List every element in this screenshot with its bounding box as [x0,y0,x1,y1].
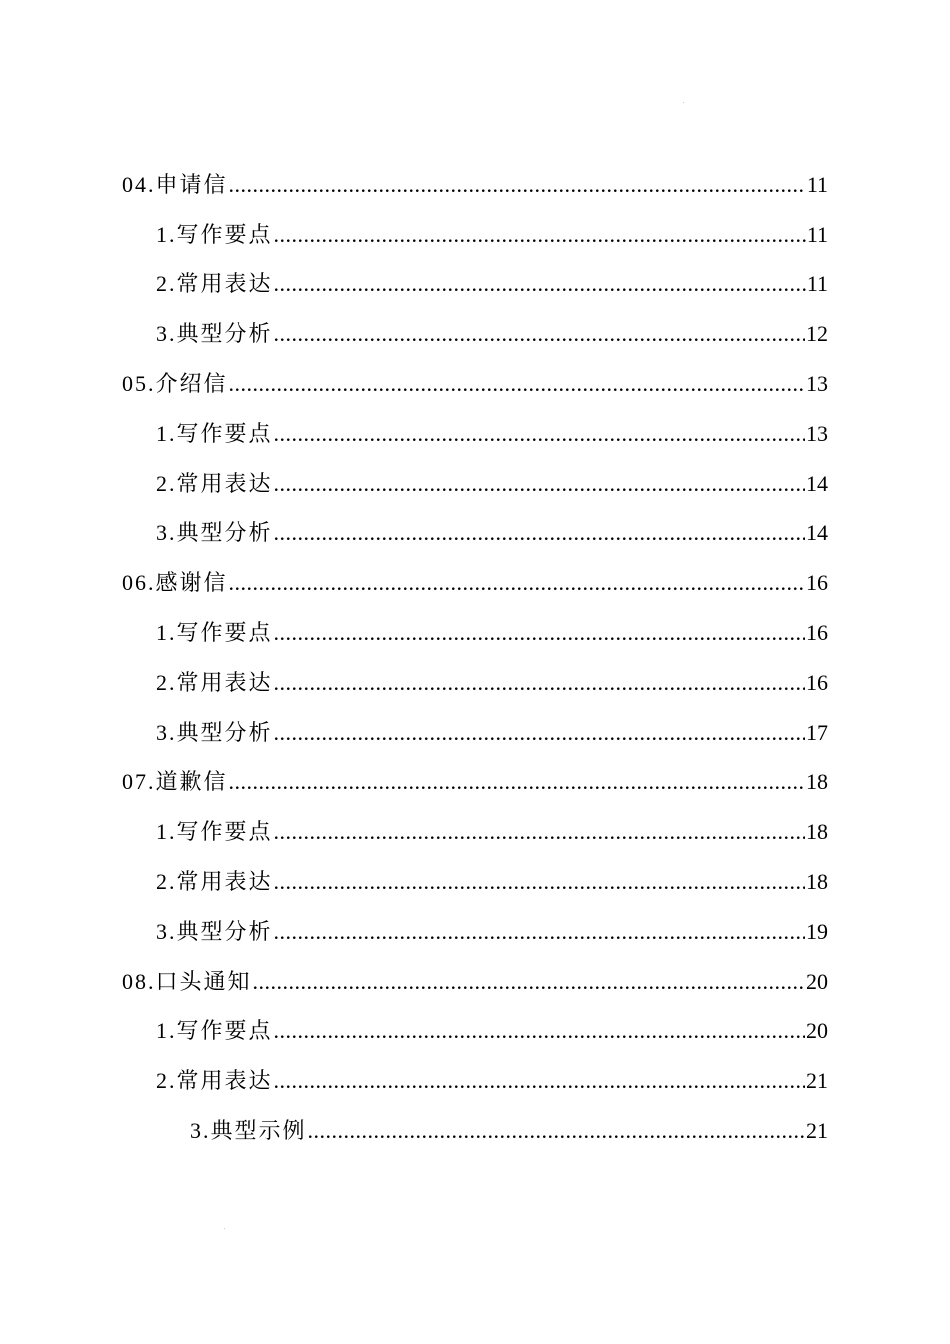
toc-entry-page-number: 13 [806,371,828,397]
toc-entry[interactable] [0,658,950,708]
toc-entry-title: 2.常用表达 [156,470,273,496]
toc-entry-page-number: 21 [806,1118,828,1144]
toc-entry[interactable] [0,509,950,559]
toc-entry-page-number: 11 [806,271,828,297]
toc-entry-page-number: 18 [806,819,828,845]
toc-dot-leader [229,370,805,398]
toc-entry-title: 08.口头通知 [122,968,252,994]
toc-entry-page-number: 13 [806,420,828,446]
toc-dot-leader [229,171,806,199]
toc-entry-page-number: 17 [806,719,828,745]
toc-entry[interactable] [0,807,950,857]
toc-entry-title: 3.典型分析 [156,520,273,546]
toc-entry[interactable] [0,957,950,1007]
toc-entry-title: 3.典型分析 [156,719,273,745]
toc-entry-page-number: 16 [806,620,828,646]
toc-entry[interactable] [0,459,950,509]
toc-dot-leader [274,420,805,448]
toc-entry-page-number: 19 [806,918,828,944]
toc-entry[interactable] [0,857,950,907]
toc-entry[interactable] [0,260,950,310]
toc-dot-leader [274,470,805,498]
toc-entry-title: 3.典型示例 [190,1118,307,1144]
toc-entry-page-number: 11 [806,171,828,197]
toc-dot-leader [274,669,805,697]
toc-entry[interactable] [0,160,950,210]
toc-entry-page-number: 20 [806,1018,828,1044]
toc-entry-title: 2.常用表达 [156,271,273,297]
toc-entry-title: 1.写作要点 [156,620,273,646]
toc-dot-leader [274,519,805,547]
toc-entry-page-number: 12 [806,321,828,347]
toc-entry-title: 1.写作要点 [156,819,273,845]
toc-entry-title: 2.常用表达 [156,869,273,895]
toc-dot-leader [229,569,805,597]
toc-dot-leader [274,918,805,946]
toc-dot-leader [229,768,805,796]
toc-entry[interactable] [0,359,950,409]
toc-entry-title: 06.感谢信 [122,570,228,596]
toc-entry-title: 07.道歉信 [122,769,228,795]
toc-entry-title: 2.常用表达 [156,669,273,695]
toc-entry[interactable] [0,758,950,808]
toc-entry[interactable] [0,708,950,758]
toc-entry-title: 04.申请信 [122,171,228,197]
table-of-contents [0,160,950,1156]
toc-entry-title: 1.写作要点 [156,420,273,446]
toc-dot-leader [274,221,806,249]
toc-entry[interactable] [0,608,950,658]
toc-dot-leader [274,818,805,846]
toc-entry-page-number: 20 [806,968,828,994]
scan-speck-top [683,102,684,103]
toc-entry[interactable] [0,309,950,359]
toc-dot-leader [308,1117,805,1145]
toc-entry[interactable] [0,1056,950,1106]
toc-dot-leader [274,619,805,647]
toc-entry[interactable] [0,907,950,957]
toc-dot-leader [274,320,805,348]
toc-dot-leader [274,1067,805,1095]
toc-dot-leader [274,1017,805,1045]
toc-entry[interactable] [0,409,950,459]
toc-entry[interactable] [0,1106,950,1156]
toc-entry-page-number: 21 [806,1068,828,1094]
toc-entry-page-number: 14 [806,520,828,546]
toc-entry-title: 1.写作要点 [156,221,273,247]
toc-entry[interactable] [0,1007,950,1057]
toc-dot-leader [253,968,805,996]
toc-entry-title: 2.常用表达 [156,1068,273,1094]
toc-entry-title: 1.写作要点 [156,1018,273,1044]
toc-entry-title: 05.介绍信 [122,371,228,397]
toc-entry-title: 3.典型分析 [156,918,273,944]
toc-entry[interactable] [0,210,950,260]
toc-dot-leader [274,719,805,747]
toc-entry-page-number: 16 [806,669,828,695]
toc-entry-page-number: 18 [806,769,828,795]
toc-entry-page-number: 16 [806,570,828,596]
toc-dot-leader [274,270,806,298]
toc-entry-page-number: 11 [806,221,828,247]
toc-entry[interactable] [0,558,950,608]
scan-speck-bottom [224,1228,225,1229]
toc-entry-page-number: 14 [806,470,828,496]
toc-entry-page-number: 18 [806,869,828,895]
toc-entry-title: 3.典型分析 [156,321,273,347]
toc-dot-leader [274,868,805,896]
